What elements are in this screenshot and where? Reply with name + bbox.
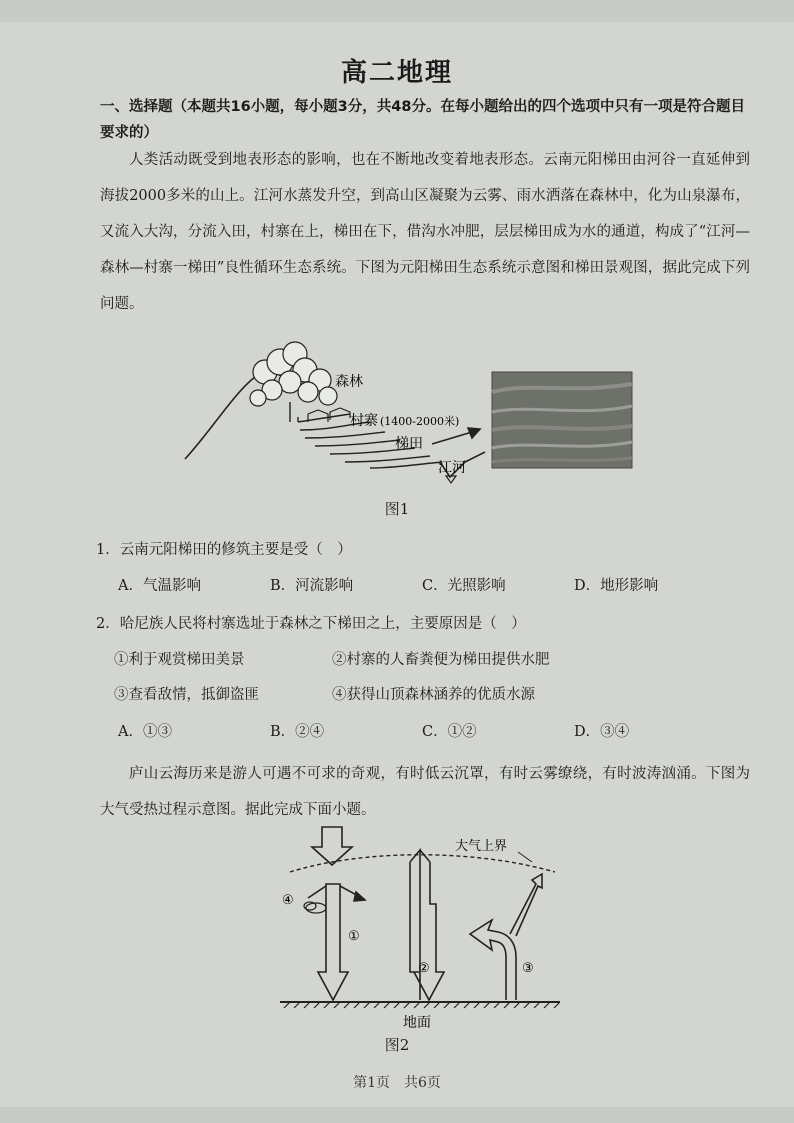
section-heading: 一、选择题（本题共16小题，每小题3分，共48分。在每小题给出的四个选项中只有一项是符合题目要求的） — [100, 99, 745, 141]
label-terrace: 梯田 — [395, 436, 423, 452]
q2-option-a[interactable]: A．①③ — [118, 724, 172, 740]
terrace-photo — [492, 372, 632, 468]
q2-option-b[interactable]: B．②④ — [270, 724, 325, 740]
q1-option-c[interactable]: C．光照影响 — [422, 578, 506, 594]
label-atmosphere-top: 大气上界 — [455, 839, 508, 854]
page-title: 高二地理 — [340, 58, 453, 88]
passage-2: 庐山云海历来是游人可遇不可求的奇观，有时低云沉罩，有时云雾缭绕，有时波涛汹涌。下图为大气受热过程示意图。据此完成下面小题。 — [100, 766, 750, 818]
q1-option-b[interactable]: B．河流影响 — [270, 578, 354, 594]
cloud-icon — [304, 902, 326, 913]
figure-2-diagram — [270, 822, 570, 1032]
q2-option-d[interactable]: D．③④ — [574, 724, 630, 740]
question-1-stem: 1．云南元阳梯田的修筑主要是受（ ） — [96, 542, 352, 558]
marker-1: ① — [348, 929, 360, 944]
label-village: 村寨 — [350, 413, 378, 429]
exam-page — [0, 22, 794, 1107]
page-footer: 第1页 共6页 — [353, 1075, 441, 1091]
arrow-to-photo — [432, 428, 480, 444]
q2-statement-2: ②村寨的人畜粪便为梯田提供水肥 — [332, 652, 550, 668]
label-ground: 地面 — [403, 1015, 431, 1031]
marker-4: ④ — [282, 893, 294, 908]
figure-1-caption: 图1 — [384, 500, 410, 518]
question-2-statements-row-2 — [96, 683, 756, 704]
question-2-statements-row-1 — [96, 648, 756, 669]
q2-statement-4: ④获得山顶森林涵养的优质水源 — [332, 687, 535, 703]
passage-1: 人类活动既受到地表形态的影响，也在不断地改变着地表形态。云南元阳梯田由河谷一直延伸到海拔2000多米的山上。江河水蒸发升空，到高山区凝聚为云雾、雨水洒落在森林中，化为山泉瀑布，又流入大沟，分流入田，村寨在上，梯田在下，借沟水冲肥，层层梯田成为水的通道，构成了“江河—森林—村寨一梯田”良性循环生态系统。下图为元阳梯田生态系统示意图和梯田景观图，据此完成下列问题。 — [100, 152, 750, 312]
q1-option-a[interactable]: A．气温影响 — [118, 578, 201, 594]
atmosphere-label-pointer — [518, 852, 532, 862]
figure-1-diagram — [180, 322, 640, 492]
marker-2: ② — [418, 961, 430, 976]
ground-surface — [280, 1002, 560, 1008]
q1-option-d[interactable]: D．地形影响 — [574, 578, 659, 594]
arrow-2-ground-radiation — [410, 850, 444, 1000]
q2-option-c[interactable]: C．①② — [422, 724, 477, 740]
label-forest: 森林 — [335, 374, 363, 390]
arrow-3-atmospheric-radiation — [470, 874, 542, 1000]
label-village-altitude: (1400-2000米) — [380, 415, 460, 428]
q2-statement-1: ①利于观赏梯田美景 — [114, 652, 245, 668]
question-2-options — [96, 720, 756, 741]
label-river: 江河 — [438, 460, 466, 476]
forest-trees — [250, 342, 337, 406]
question-1-options — [96, 574, 756, 595]
q2-statement-3: ③查看敌情，抵御盗匪 — [114, 687, 259, 703]
figure-2-caption: 图2 — [384, 1036, 410, 1054]
question-2-stem: 2．哈尼族人民将村寨选址于森林之下梯田之上，主要原因是（ ） — [96, 616, 526, 632]
marker-3: ③ — [522, 961, 534, 976]
